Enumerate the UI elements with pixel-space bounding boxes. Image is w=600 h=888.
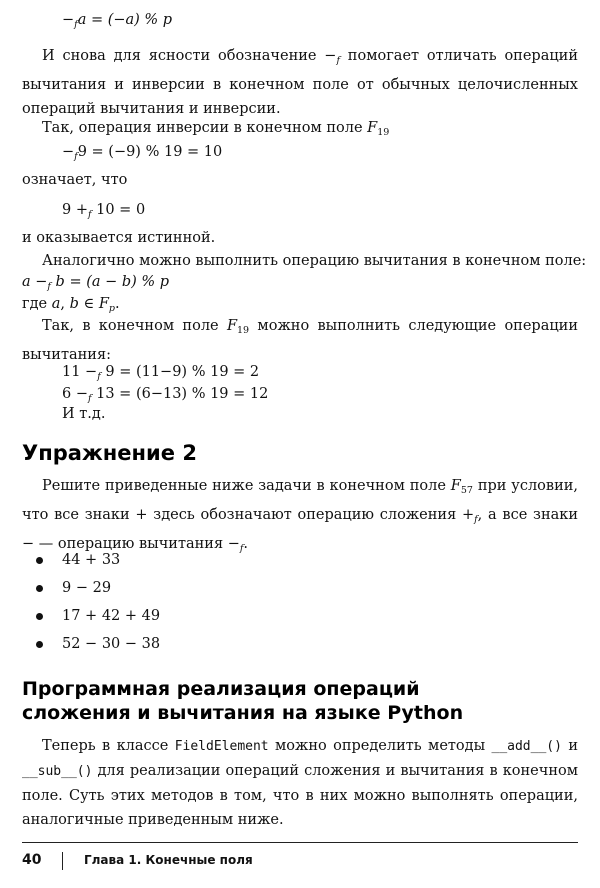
page-number: 40 (22, 852, 42, 868)
section-title-line2: сложения и вычитания на языке Python (22, 702, 464, 724)
section-title-line1: Программная реализация операций (22, 678, 420, 700)
paragraph-inverse-intro: Так, операция инверсии в конечном поле $F_{19}$ (42, 120, 390, 138)
exercise-title: Упражнение 2 (22, 441, 197, 465)
example-2: $6 -_f$ 13 = (6−13) % 19 = 12 (62, 386, 269, 404)
final-paragraph: Теперь в классе FieldElement можно определить методы __add__() и __sub__() для реализации операций сложения и вычитания в конечном поле. Суть этих методов в том, что в них можно выполнять операции, аналогичные приведенным ниже. (22, 738, 578, 828)
list-item: 52 − 30 − 38 (34, 632, 160, 660)
text-means: означает, что (22, 172, 128, 188)
footer-divider (22, 842, 578, 843)
paragraph-notation: И снова для ясности обозначение $-_f$ помогает отличать операций вычитания и инверсии в конечном поле от обычных целочисленных операций вычитания и инверсии. (22, 48, 579, 117)
formula-subtraction: $a -_f$ b = (a − b) % p (22, 274, 170, 292)
formula-negation: $-_fa = (-a)$ % p (62, 12, 173, 30)
example-3: И т.д. (62, 406, 106, 422)
formula-add-check: $9 +_f$ 10 = 0 (62, 202, 146, 220)
list-item: 9 − 29 (34, 576, 160, 604)
paragraph-sub-intro: Аналогично можно выполнить операцию вычитания в конечном поле: (42, 253, 587, 269)
formula-inverse: $-_f9 = (-9)$ % 19 = 10 (62, 144, 223, 162)
list-item: 44 + 33 (34, 548, 160, 576)
list-item: 17 + 42 + 49 (34, 604, 160, 632)
chapter-title: Глава 1. Конечные поля (84, 853, 253, 867)
text-true: и оказывается истинной. (22, 230, 216, 246)
paragraph-sub-example: Так, в конечном поле $F_{19}$ можно выполнить следующие операции вычитания: (22, 318, 578, 363)
exercise-text: Решите приведенные ниже задачи в конечном поле $F_{57}$ при условии, что все знаки + здесь обозначают операцию сложения $+_f$, а все знаки − — операцию вычитания $-_f$. (22, 478, 579, 554)
text-where: где a, b ∈ $F_p$. (22, 296, 120, 314)
task-list (34, 548, 160, 660)
example-1: $11 -_f$ 9 = (11−9) % 19 = 2 (62, 364, 260, 382)
footer-separator (62, 852, 63, 870)
